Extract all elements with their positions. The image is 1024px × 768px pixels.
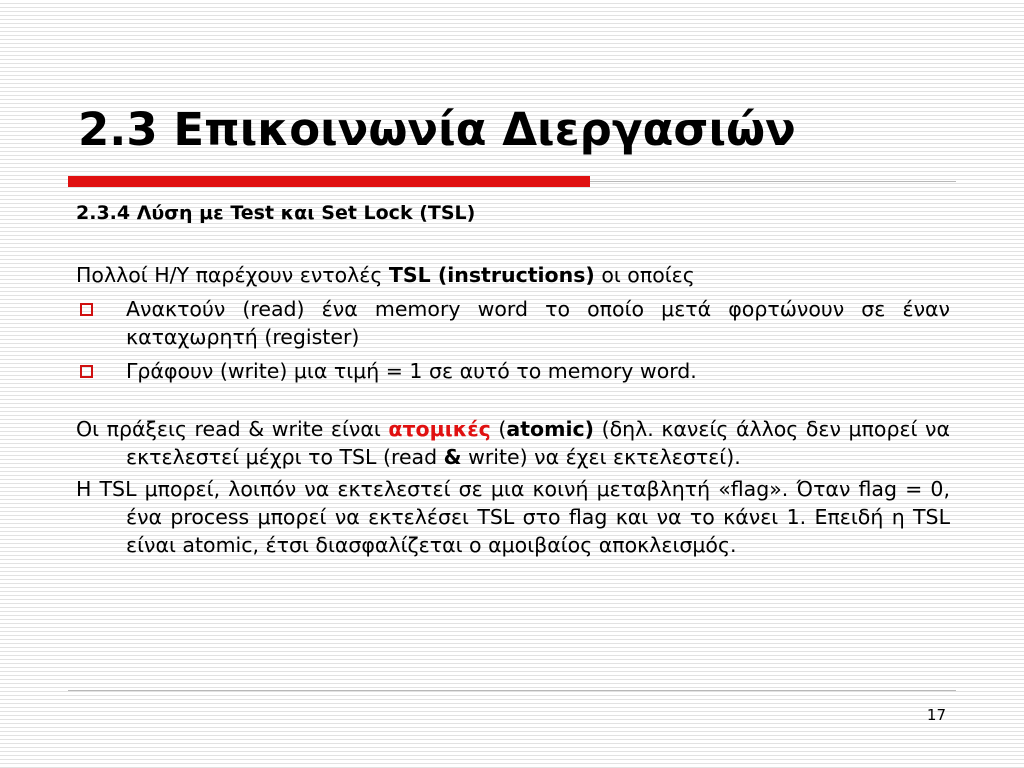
paragraph-atomic (76, 415, 950, 471)
intro-text (76, 261, 950, 289)
list-item (76, 357, 950, 385)
bullet-list (76, 295, 950, 385)
paragraph-atomic-part2: ( (490, 417, 507, 441)
highlight-ampersand: & (443, 445, 462, 469)
page-number: 17 (926, 706, 946, 724)
intro-text-start: Πολλοί Η/Υ παρέχουν εντολές (76, 263, 389, 287)
paragraph-atomic-part1: Οι πράξεις read & write είναι (76, 417, 389, 441)
intro-text-bold: TSL (instructions) (388, 263, 595, 287)
highlight-atomic-english: atomic) (506, 417, 595, 441)
slide-title: 2.3 Επικοινωνία Διεργασιών (78, 103, 796, 156)
footer-divider (68, 690, 956, 691)
slide-content (76, 261, 950, 559)
hollow-square-icon (80, 365, 93, 378)
hollow-square-icon (80, 303, 93, 316)
paragraph-atomic-part4: write) να έχει εκτελεστεί). (461, 445, 741, 469)
title-underline-grey (590, 181, 956, 182)
paragraph-atomic-part3: (δηλ. κανείς άλλος δεν μπορεί να εκτελεστεί μέχρι το TSL (read (126, 417, 950, 469)
title-underline-red (68, 176, 590, 187)
list-item-text: Γράφουν (write) μια τιμή = 1 σε αυτό το memory word. (126, 359, 697, 383)
paragraph-flag: Η TSL μπορεί, λοιπόν να εκτελεστεί σε μια κοινή μεταβλητή «flag». Όταν flag = 0, ένα process μπορεί να εκτελέσει TSL στο flag και να το κάνει 1. Επειδή η TSL είναι atomic, έτσι διασφαλίζεται ο αμοιβαίος αποκλεισμός. (76, 477, 950, 557)
slide-subtitle: 2.3.4 Λύση με Test και Set Lock (TSL) (76, 202, 476, 224)
list-item-text: Ανακτούν (read) ένα memory word το οποίο μετά φορτώνουν σε έναν καταχωρητή (register) (126, 297, 950, 349)
list-item (76, 295, 950, 351)
highlight-atomic-greek: ατομικές (388, 417, 491, 441)
intro-text-end: οι οποίες (594, 263, 695, 287)
